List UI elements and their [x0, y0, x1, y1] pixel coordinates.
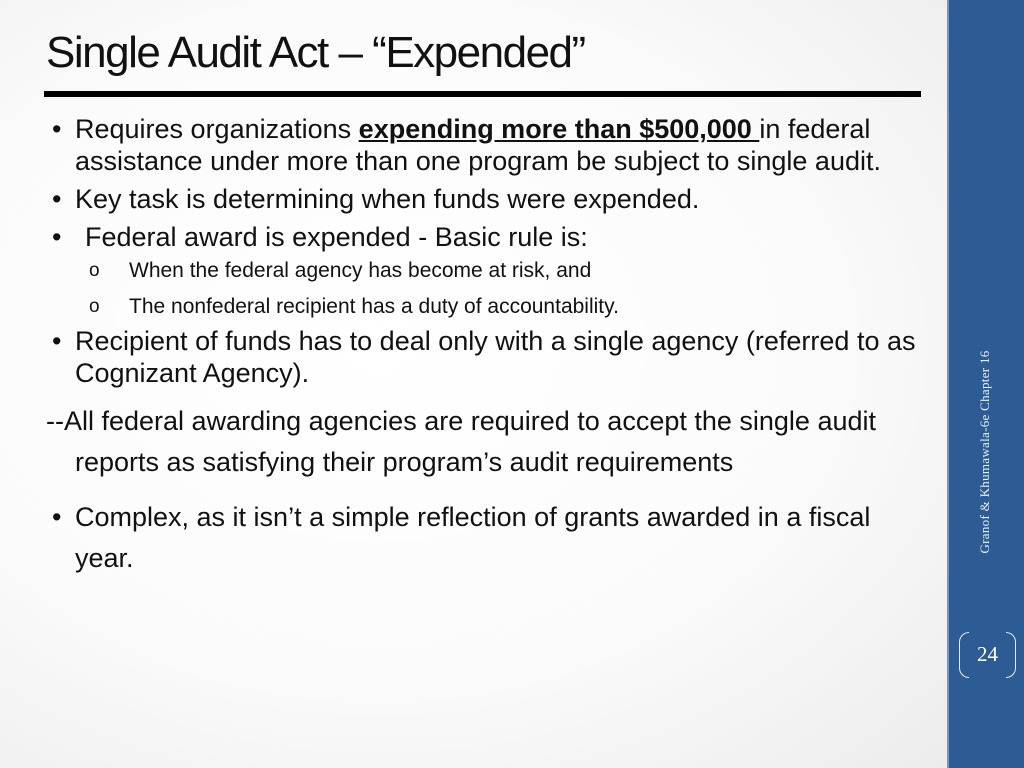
bullet-text: Federal award is expended - Basic rule is: [85, 222, 588, 252]
sub-bullet-marker: o [89, 260, 100, 281]
bullet-text: Requires organizations [75, 114, 359, 144]
sub-bullet-text: When the federal agency has become at risk, and [129, 259, 592, 282]
title-underline-rule [44, 91, 921, 97]
slide-title: Single Audit Act – “Expended” [46, 28, 585, 77]
sub-bullet-item [46, 255, 926, 287]
footer-citation: Granof & Khumawala-6e Chapter 16 [977, 350, 992, 554]
emphasized-threshold: expending more than $500,000 [358, 114, 760, 144]
bullet-item [46, 113, 926, 177]
bullet-text: Key task is determining when funds were expended. [75, 184, 700, 214]
bullet-marker: • [52, 114, 62, 144]
page-number: 24 [977, 642, 998, 666]
dash-paragraph: --All federal awarding agencies are required to accept the single audit reports as satisfying their program’s audit requirements [46, 406, 876, 477]
bullet-text: Recipient of funds has to deal only with a single agency (referred to as Cognizant Agency). [75, 326, 916, 388]
sub-bullet-item [46, 291, 926, 323]
bullet-text: Complex, as it isn’t a simple reflection of grants awarded in a fiscal year. [75, 502, 871, 573]
bullet-item [46, 221, 926, 253]
bullet-marker: • [52, 222, 62, 252]
sub-bullet-text: The nonfederal recipient has a duty of accountability. [129, 295, 619, 318]
bullet-item [46, 497, 926, 579]
bullet-marker: • [52, 184, 62, 214]
bullet-item [46, 325, 926, 389]
bullet-text: in federal assistance under more than one program be subject to single audit. [75, 114, 881, 176]
bullet-item [46, 183, 926, 215]
page-number-badge [959, 632, 1016, 680]
slide-body [46, 113, 926, 585]
bullet-marker: • [52, 326, 62, 356]
sub-bullet-marker: o [89, 296, 100, 317]
bullet-marker: • [52, 502, 62, 532]
